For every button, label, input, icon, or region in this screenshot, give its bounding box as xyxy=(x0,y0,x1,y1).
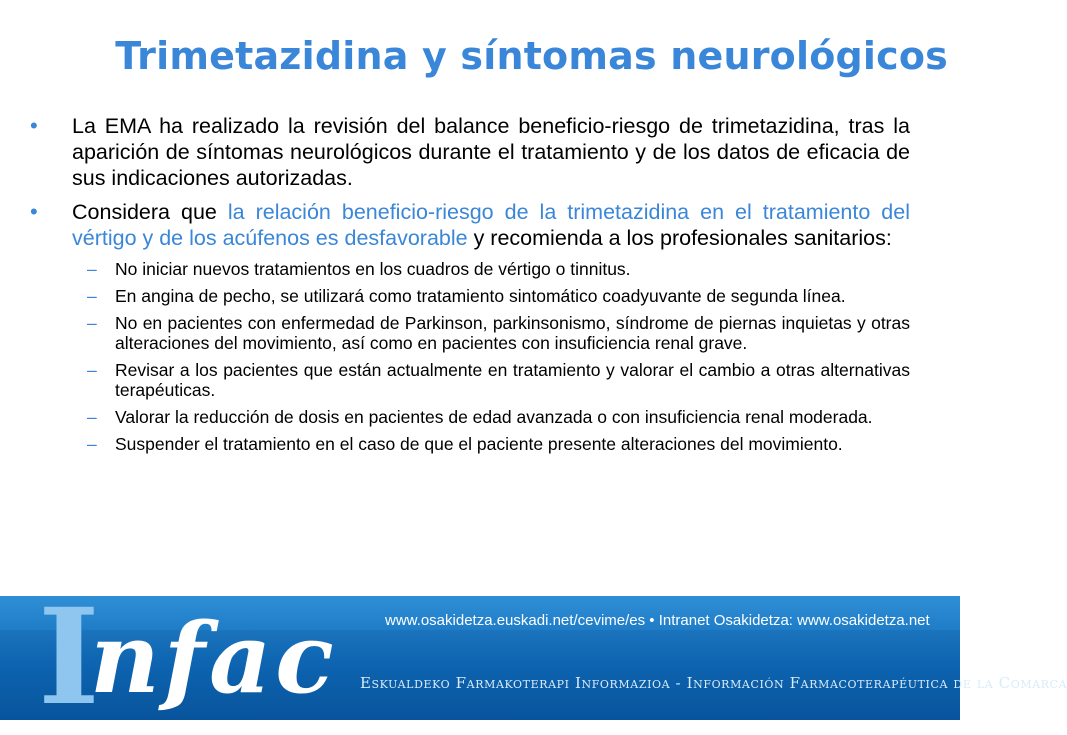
bullet-item xyxy=(30,199,910,251)
logo-initial: I xyxy=(38,580,100,735)
sub-item-text: En angina de pecho, se utilizará como tratamiento sintomático coadyuvante de segunda línea. xyxy=(115,286,846,306)
slide-title: Trimetazidina y síntomas neurológicos xyxy=(115,34,948,78)
sub-item-marker: – xyxy=(87,434,97,454)
sub-item xyxy=(30,259,910,279)
bullet-text: La EMA ha realizado la revisión del balance beneficio-riesgo de trimetazidina, tras la aparición de síntomas neurológicos durante el tratamiento y de los datos de eficacia de sus indicaciones autorizadas. xyxy=(72,114,910,190)
sub-item-text: Revisar a los pacientes que están actualmente en tratamiento y valorar el cambio a otras alternativas terapéuticas. xyxy=(115,360,910,400)
bullet-highlight: la relación beneficio-riesgo de la trimetazidina en el tratamiento del vértigo y de los acúfenos es desfavorable xyxy=(72,200,910,250)
sub-item-text: No iniciar nuevos tratamientos en los cuadros de vértigo o tinnitus. xyxy=(115,259,631,279)
sub-item-text: Suspender el tratamiento en el caso de que el paciente presente alteraciones del movimiento. xyxy=(115,434,843,454)
sub-item xyxy=(30,313,910,353)
sub-item-text: No en pacientes con enfermedad de Parkinson, parkinsonismo, síndrome de piernas inquietas y otras alteraciones del movimiento, así como en pacientes con insuficiencia renal grave. xyxy=(115,313,910,353)
footer-tagline: Eskualdeko Farmakoterapi Informazioa - Información Farmacoterapéutica de la Comarca xyxy=(360,674,1067,692)
sub-item-marker: – xyxy=(87,286,97,306)
sub-item-marker: – xyxy=(87,313,97,333)
sub-item xyxy=(30,434,910,454)
bullet-marker: • xyxy=(30,113,38,138)
sub-item xyxy=(30,407,910,427)
bullet-text-before: Considera que xyxy=(72,200,228,224)
bullet-item xyxy=(30,113,910,191)
sub-item xyxy=(30,286,910,306)
sub-item-text: Valorar la reducción de dosis en pacientes de edad avanzada o con insuficiencia renal moderada. xyxy=(115,407,873,427)
sub-item-marker: – xyxy=(87,360,97,380)
bullet-text-after: y recomienda a los profesionales sanitarios: xyxy=(467,226,892,250)
footer-banner xyxy=(0,580,1067,735)
logo-wordmark: nfac xyxy=(90,602,338,715)
sub-item-marker: – xyxy=(87,259,97,279)
slide-content xyxy=(30,113,910,461)
bullet-marker: • xyxy=(30,199,38,224)
infac-logo xyxy=(38,580,338,735)
footer-urls: www.osakidetza.euskadi.net/cevime/es • Intranet Osakidetza: www.osakidetza.net xyxy=(385,612,930,629)
sub-item xyxy=(30,360,910,400)
sub-item-marker: – xyxy=(87,407,97,427)
